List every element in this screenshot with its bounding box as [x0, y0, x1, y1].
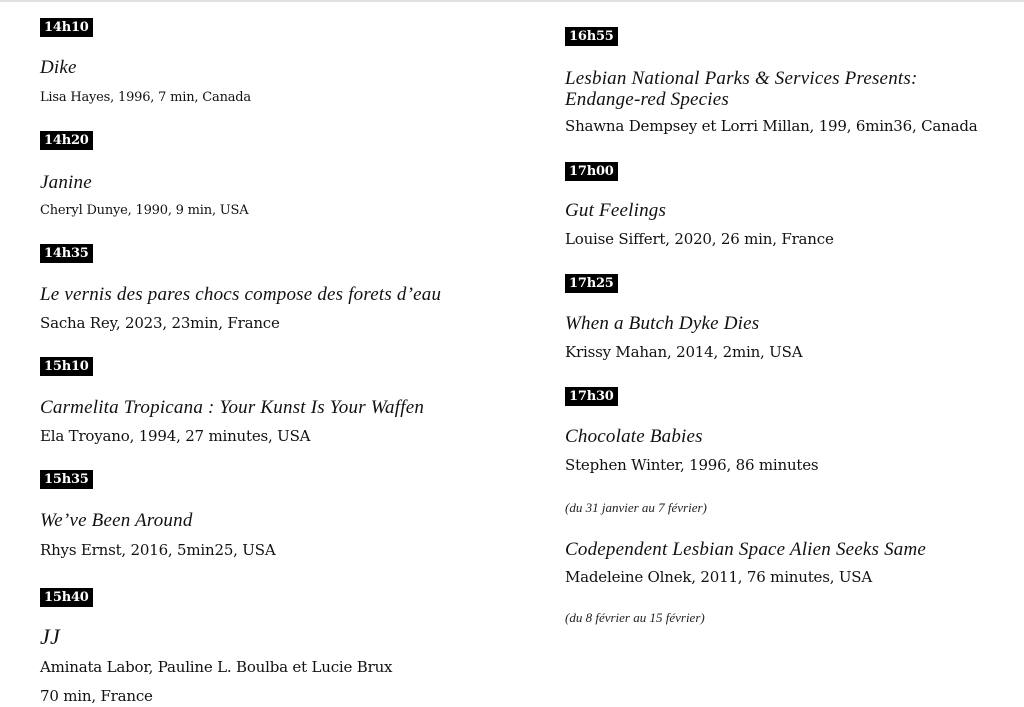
film-title-text: Gut Feelings [565, 200, 667, 221]
time-badge: 14h10 [40, 18, 93, 37]
film-title-text: Dike [40, 57, 77, 78]
screening-entry [40, 242, 510, 263]
time-badge: 15h10 [40, 357, 93, 376]
film-credits [40, 202, 510, 220]
film-credits-text: Shawna Dempsey et Lorri Millan, 199, 6min36, Canada [565, 117, 978, 135]
film-title-text: We’ve Been Around [40, 510, 193, 531]
film-title [565, 68, 995, 110]
time-badge: 15h40 [40, 588, 93, 607]
film-title-text: Chocolate Babies [565, 426, 703, 447]
film-title [40, 398, 510, 418]
film-credits [565, 116, 1015, 137]
film-title-text: Lesbian National Parks & Services Presents: Endange-red Species [565, 68, 918, 110]
film-credits [40, 657, 510, 678]
film-credits-text: 70 min, France [40, 687, 153, 705]
film-credits-text: Aminata Labor, Pauline L. Boulba et Lucie Brux [40, 658, 393, 676]
screening-entry [40, 586, 510, 607]
film-title [565, 427, 1015, 447]
film-credits [565, 567, 1015, 588]
film-title-text: Carmelita Tropicana : Your Kunst Is Your Waffen [40, 397, 425, 418]
film-title [40, 511, 510, 531]
film-title [565, 540, 1015, 560]
top-divider [0, 0, 1024, 2]
screening-entry [565, 385, 1015, 406]
time-badge: 17h30 [565, 387, 618, 406]
time-badge: 17h00 [565, 162, 618, 181]
film-credits [40, 540, 510, 561]
film-credits [40, 426, 510, 447]
film-credits-text: Sacha Rey, 2023, 23min, France [40, 314, 280, 332]
film-title [40, 624, 510, 649]
film-credits-text: Madeleine Olnek, 2011, 76 minutes, USA [565, 568, 873, 586]
film-credits-text: Ela Troyano, 1994, 27 minutes, USA [40, 427, 311, 445]
film-credits [40, 313, 510, 334]
date-range-note: (du 8 février au 15 février) [565, 610, 705, 625]
film-credits [565, 229, 1015, 250]
film-credits-text: Cheryl Dunye, 1990, 9 min, USA [40, 203, 249, 218]
screening-entry [565, 160, 1015, 181]
time-badge: 17h25 [565, 274, 618, 293]
film-credits [565, 342, 1015, 363]
film-credits-text: Lisa Hayes, 1996, 7 min, Canada [40, 90, 251, 105]
film-title [565, 201, 1015, 221]
time-badge: 16h55 [565, 27, 618, 46]
screening-entry [40, 16, 510, 37]
screening-entry [40, 468, 510, 489]
screening-entry [40, 355, 510, 376]
film-title-text: JJ [40, 624, 60, 649]
date-range-note: (du 31 janvier au 7 février) [565, 500, 707, 515]
film-credits-text: Krissy Mahan, 2014, 2min, USA [565, 343, 803, 361]
screening-entry [565, 25, 1015, 46]
film-title [40, 58, 510, 78]
time-badge: 15h35 [40, 470, 93, 489]
film-title-text: When a Butch Dyke Dies [565, 313, 760, 334]
film-credits-text: Rhys Ernst, 2016, 5min25, USA [40, 541, 276, 559]
film-title [565, 314, 1015, 334]
film-title [40, 173, 510, 193]
film-title-text: Le vernis des pares chocs compose des forets d’eau [40, 284, 442, 305]
film-credits-text: Stephen Winter, 1996, 86 minutes [565, 456, 819, 474]
time-badge: 14h20 [40, 131, 93, 150]
film-title-text: Codependent Lesbian Space Alien Seeks Same [565, 539, 927, 560]
film-credits [40, 89, 510, 107]
film-credits [565, 455, 1015, 476]
screening-entry [40, 129, 510, 150]
film-credits-line2 [40, 686, 510, 707]
screening-entry [565, 272, 1015, 293]
film-credits-text: Louise Siffert, 2020, 26 min, France [565, 230, 834, 248]
film-title-text: Janine [40, 172, 92, 193]
time-badge: 14h35 [40, 244, 93, 263]
film-title [40, 285, 510, 305]
